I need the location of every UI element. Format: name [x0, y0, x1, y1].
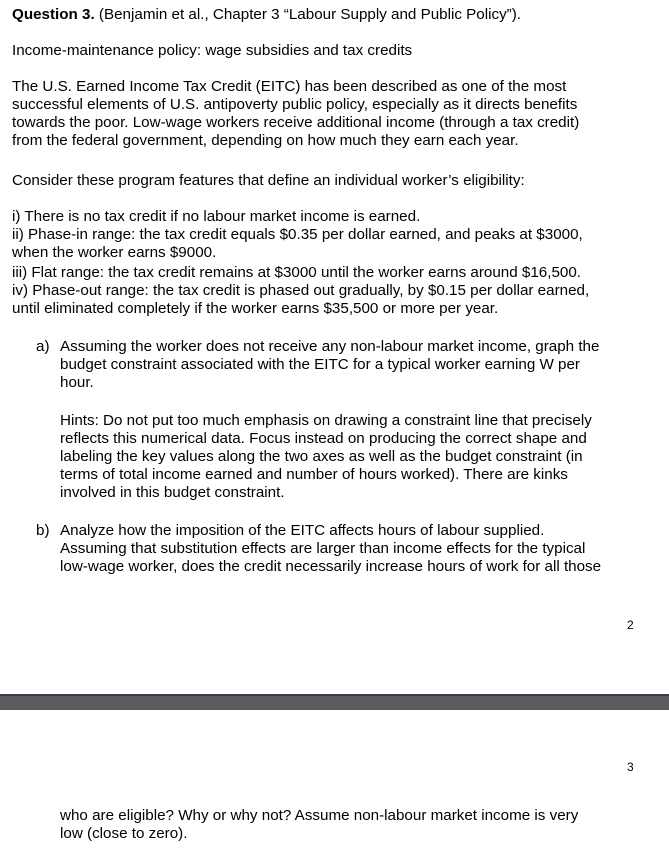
- hint-line: involved in this budget constraint.: [60, 484, 285, 501]
- continuation-line: low (close to zero).: [60, 825, 188, 842]
- part-a-line: hour.: [60, 374, 94, 391]
- page-number: 2: [627, 618, 634, 632]
- intro-line: from the federal government, depending on how much they earn each year.: [12, 132, 519, 149]
- feature-line: ii) Phase-in range: the tax credit equals $0.35 per dollar earned, and peaks at $3000,: [12, 226, 583, 243]
- part-b-line: Assuming that substitution effects are larger than income effects for the typical: [60, 540, 586, 557]
- part-a-line: Assuming the worker does not receive any non-labour market income, graph the: [60, 338, 600, 355]
- question-source: (Benjamin et al., Chapter 3 “Labour Supply and Public Policy”).: [94, 6, 522, 23]
- page-separator: [0, 694, 669, 710]
- section-subtitle: Income-maintenance policy: wage subsidies and tax credits: [12, 42, 413, 59]
- part-b-label: b): [36, 522, 50, 539]
- continuation-line: who are eligible? Why or why not? Assume non-labour market income is very: [60, 807, 579, 824]
- part-b-line: low-wage worker, does the credit necessarily increase hours of work for all those: [60, 558, 602, 575]
- intro-line: towards the poor. Low-wage workers receive additional income (through a tax credit): [12, 114, 580, 131]
- hint-line: terms of total income earned and number of hours worked). There are kinks: [60, 466, 568, 483]
- feature-line: when the worker earns $9000.: [12, 244, 217, 261]
- consider-line: Consider these program features that define an individual worker’s eligibility:: [12, 172, 525, 189]
- document-page-3: [0, 710, 669, 856]
- feature-line: iii) Flat range: the tax credit remains at $3000 until the worker earns around $16,500.: [12, 264, 582, 281]
- part-a-line: budget constraint associated with the EITC for a typical worker earning W per: [60, 356, 580, 373]
- feature-line: until eliminated completely if the worker earns $35,500 or more per year.: [12, 300, 499, 317]
- intro-line: The U.S. Earned Income Tax Credit (EITC) has been described as one of the most: [12, 78, 567, 95]
- hint-line: Hints: Do not put too much emphasis on drawing a constraint line that precisely: [60, 412, 592, 429]
- part-a-label: a): [36, 338, 50, 355]
- feature-line: i) There is no tax credit if no labour market income is earned.: [12, 208, 421, 225]
- hint-line: reflects this numerical data. Focus instead on producing the correct shape and: [60, 430, 587, 447]
- question-heading: [12, 6, 521, 24]
- feature-line: iv) Phase-out range: the tax credit is phased out gradually, by $0.15 per dollar earned,: [12, 282, 590, 299]
- intro-line: successful elements of U.S. antipoverty public policy, especially as it directs benefits: [12, 96, 578, 113]
- hint-line: labeling the key values along the two axes as well as the budget constraint (in: [60, 448, 583, 465]
- part-b-line: Analyze how the imposition of the EITC affects hours of labour supplied.: [60, 522, 545, 539]
- page-number: 3: [627, 760, 634, 774]
- question-number: Question 3.: [12, 6, 95, 23]
